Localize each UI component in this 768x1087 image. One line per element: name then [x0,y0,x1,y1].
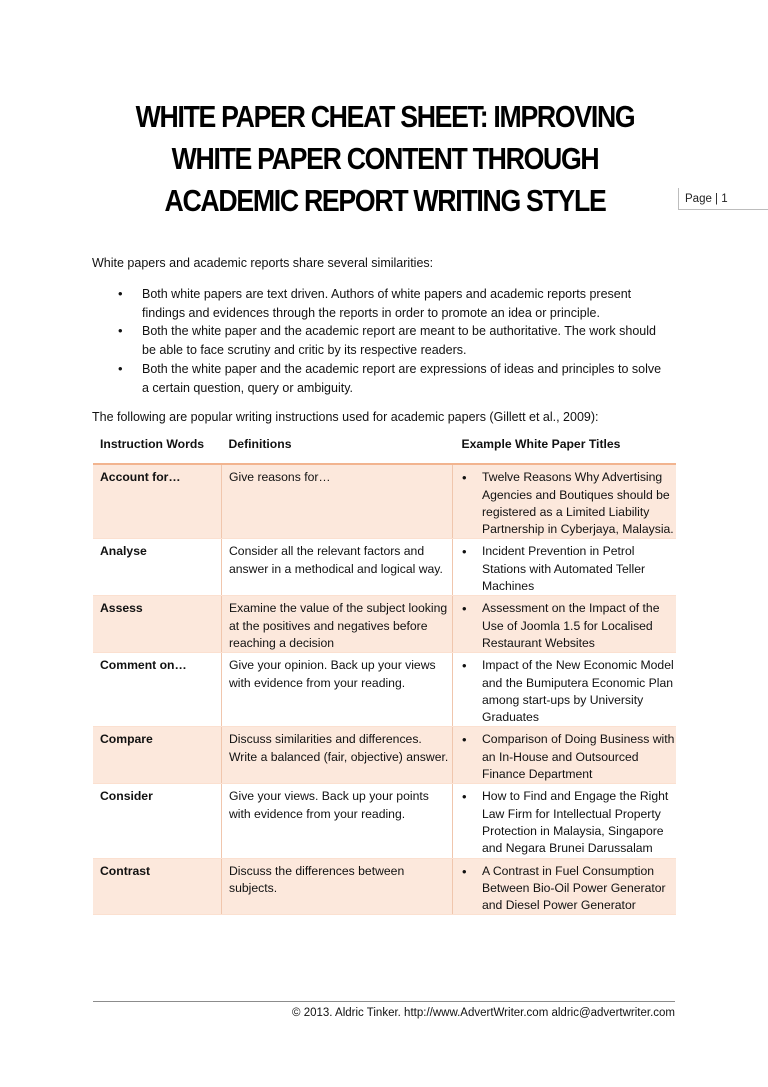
title-line: WHITE PAPER CHEAT SHEET: IMPROVING [135,99,635,134]
instruction-word: Consider [93,784,222,858]
table-row [93,727,676,784]
column-header: Definitions [222,428,453,464]
bullet-icon: • [118,286,123,301]
table-row [93,784,676,858]
example-cell [453,858,677,915]
example-text: Incident Prevention in Petrol Stations with Automated Teller Machines [482,544,646,594]
table-row [93,464,676,539]
example-text: Impact of the New Economic Model and the Bumiputera Economic Plan among start-ups by University Graduates [482,658,674,725]
example-cell [453,727,677,784]
definition-cell: Give reasons for… [222,464,453,539]
list-item [92,322,662,359]
list-item-text: Both the white paper and the academic report are expressions of ideas and principles to solve a certain question, query or ambiguity. [142,361,662,395]
intro-paragraph: White papers and academic reports share several similarities: [92,256,434,270]
instruction-word: Contrast [93,858,222,915]
table-header-row [93,428,676,464]
title-line: WHITE PAPER CONTENT THROUGH [171,141,599,176]
list-item-text: Both the white paper and the academic report are meant to be authoritative. The work should be able to face scrutiny and critic by its respective readers. [142,324,656,358]
table-row [93,858,676,915]
definition-cell: Discuss similarities and differences. Write a balanced (fair, objective) answer. [222,727,453,784]
example-cell [453,464,677,539]
instruction-word: Analyse [93,539,222,596]
instruction-word: Comment on… [93,653,222,727]
instruction-word: Account for… [93,464,222,539]
instruction-words-table [93,428,676,915]
instruction-word: Compare [93,727,222,784]
definition-cell: Give your opinion. Back up your views with evidence from your reading. [222,653,453,727]
example-text: Assessment on the Impact of the Use of Joomla 1.5 for Localised Restaurant Websites [482,601,660,650]
example-text: Comparison of Doing Business with an In-House and Outsourced Finance Department [482,732,675,782]
column-header: Example White Paper Titles [453,428,677,464]
table-row [93,539,676,596]
example-cell [453,653,677,727]
definition-cell: Discuss the differences between subjects. [222,858,453,915]
definition-cell: Give your views. Back up your points with evidence from your reading. [222,784,453,858]
example-text: A Contrast in Fuel Consumption Between Bio-Oil Power Generator and Diesel Power Generator [482,863,666,913]
bullet-icon: • [462,863,467,879]
bullet-icon: • [462,601,467,617]
table-row [93,596,676,653]
definition-cell: Consider all the relevant factors and answer in a methodical and logical way. [222,539,453,596]
column-header: Instruction Words [93,428,222,464]
bullet-icon: • [462,658,467,674]
bullet-icon: • [118,360,123,376]
bullet-icon: • [462,544,467,560]
table-lead-paragraph: The following are popular writing instructions used for academic papers (Gillett et al., 2009): [92,410,599,424]
instruction-word: Assess [93,596,222,653]
example-cell [453,539,677,596]
definition-cell: Examine the value of the subject looking at the positives and negatives before reaching a decision [222,596,453,653]
bullet-icon: • [462,789,467,805]
example-cell [453,784,677,858]
similarities-list [92,285,662,397]
list-item [92,285,662,322]
bullet-icon: • [462,732,467,748]
footer-divider [93,1001,675,1002]
example-text: Twelve Reasons Why Advertising Agencies and Boutiques should be registered as a Limited Liability Partnership in Cyberjaya, Malaysia. [482,470,674,537]
bullet-icon: • [462,470,467,486]
title-line: ACADEMIC REPORT WRITING STYLE [164,183,606,218]
list-item [92,360,662,397]
bullet-icon: • [118,323,123,339]
example-text: How to Find and Engage the Right Law Firm for Intellectual Property Protection in Malaysia, Singapore and Negara Brunei Darussalam [482,789,669,856]
example-cell [453,596,677,653]
page-number: Page | 1 [678,188,768,210]
table-row [93,653,676,727]
list-item-text: Both white papers are text driven. Authors of white papers and academic reports present findings and evidences through the reports in order to promote an idea or principle. [142,287,632,320]
document-title [136,96,635,222]
footer-copyright: © 2013. Aldric Tinker. http://www.AdvertWriter.com aldric@advertwriter.com [292,1007,675,1019]
